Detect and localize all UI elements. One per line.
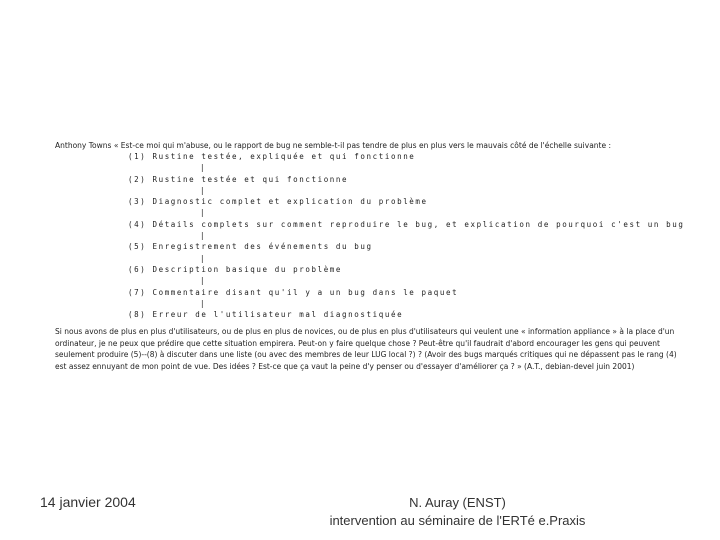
scale-separator: | xyxy=(200,231,207,241)
scale-separator: | xyxy=(200,208,207,218)
scale-separator: | xyxy=(200,163,207,173)
scale-separator: | xyxy=(200,298,207,308)
scale-separator: | xyxy=(200,253,207,263)
scale-separator: | xyxy=(200,276,207,286)
commentary-paragraph: Si nous avons de plus en plus d'utilisateurs, ou de plus en plus de novices, ou de plus en plus d'utilisateurs qui veulent une « information appliance » à la place d'un ordinateur, je ne peux que prédire que cette situation empirera. Peut-on y faire quelque chose ? Peut-être qu'il faudrait d'abord encourager les gens qui peuvent seulement produire (5)--(8) à discuter dans une liste (ou avec des membres de leur LUG local ?) ? (Avoir des bugs marqués critiques qui ne dépassent pas le rang (4) est assez ennuyant de mon point de vue. Des idées ? Est-ce que ça vaut la peine d'y penser ou d'essayer d'améliorer ça ? » (A.T., debian-devel juin 2001) xyxy=(55,327,677,371)
scale-item-8: (8) Erreur de l'utilisateur mal diagnostiquée xyxy=(128,310,404,320)
scale-item-6: (6) Description basique du problème xyxy=(128,264,343,274)
footer-author xyxy=(320,494,595,530)
scale-item-2: (2) Rustine testée et qui fonctionne xyxy=(128,174,349,184)
scale-separator: | xyxy=(200,185,207,195)
scale-item-5: (5) Enregistrement des événements du bug xyxy=(128,242,373,252)
footer-date: 14 janvier 2004 xyxy=(40,494,136,510)
footer-author-name: N. Auray (ENST) xyxy=(409,495,506,510)
scale-item-7: (7) Commentaire disant qu'il y a un bug dans le paquet xyxy=(128,287,459,297)
footer-author-event: intervention au séminaire de l'ERTé e.Praxis xyxy=(329,513,586,528)
scale-item-4: (4) Détails complets sur comment reproduire le bug, et explication de pourquoi c'est un bug xyxy=(128,219,685,229)
scale-item-1: (1) Rustine testée, expliquée et qui fonctionne xyxy=(128,152,416,161)
bug-report-scale xyxy=(128,151,688,320)
scale-item-3: (3) Diagnostic complet et explication du problème xyxy=(128,197,428,207)
intro-text: Anthony Towns « Est-ce moi qui m'abuse, ou le rapport de bug ne semble-t-il pas tendre de plus en plus vers le mauvais côté de l'échelle suivante : xyxy=(55,141,612,150)
